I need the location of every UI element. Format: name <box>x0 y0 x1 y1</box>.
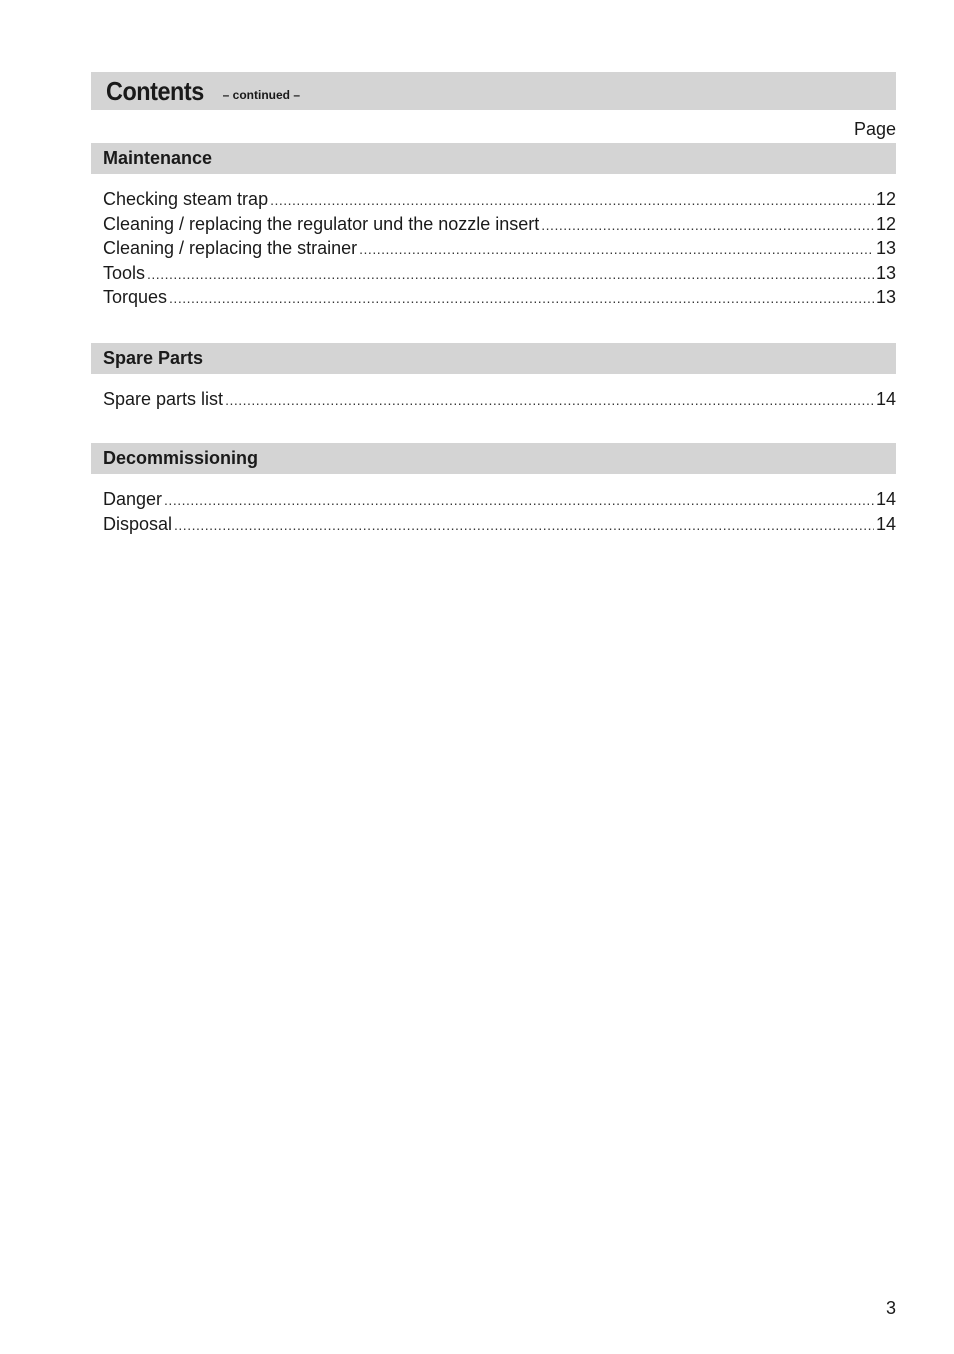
toc-leader-dots <box>147 266 874 282</box>
toc-entry-label: Cleaning / replacing the regulator und the nozzle insert <box>103 213 540 234</box>
toc-leader-dots <box>359 241 874 257</box>
page-column-label: Page <box>853 119 896 139</box>
toc-leader-dots <box>174 517 874 533</box>
toc-entry[interactable] <box>103 238 896 263</box>
toc-entry[interactable] <box>103 189 896 214</box>
toc-entry-page: 14 <box>875 389 896 409</box>
toc-entry-label: Cleaning / replacing the strainer <box>103 238 358 258</box>
section-header-maintenance: Maintenance <box>91 143 896 174</box>
toc-entry-label: Checking steam trap <box>103 189 269 209</box>
page-title: Contents <box>106 75 204 106</box>
toc-entry[interactable] <box>103 287 896 312</box>
page-subtitle: – continued – <box>222 88 301 102</box>
toc-entry[interactable] <box>103 389 896 414</box>
toc-leader-dots <box>225 392 874 408</box>
toc-list-maintenance <box>103 189 896 312</box>
toc-entry-label: Disposal <box>103 513 173 534</box>
toc-leader-dots <box>270 192 874 208</box>
contents-title-bar <box>91 72 896 110</box>
toc-leader-dots <box>164 492 874 508</box>
toc-list-decommissioning <box>103 489 896 538</box>
toc-entry[interactable] <box>103 214 896 239</box>
toc-leader-dots <box>169 290 874 306</box>
toc-entry-page: 14 <box>875 513 896 534</box>
section-header-decommissioning: Decommissioning <box>91 443 896 474</box>
toc-entry-label: Torques <box>103 287 168 307</box>
toc-entry-page: 13 <box>875 262 896 283</box>
toc-entry-label: Danger <box>103 489 163 509</box>
toc-entry-label: Spare parts list <box>103 389 224 409</box>
toc-leader-dots <box>541 217 874 233</box>
toc-entry-label: Tools <box>103 262 146 283</box>
toc-list-spare-parts <box>103 389 896 414</box>
toc-entry[interactable] <box>103 489 896 514</box>
toc-entry-page: 12 <box>875 213 896 234</box>
toc-entry-page: 14 <box>875 489 896 509</box>
page-number: 3 <box>885 1298 896 1318</box>
toc-entry-page: 13 <box>875 238 896 258</box>
toc-entry-page: 13 <box>875 287 896 307</box>
section-header-spare-parts: Spare Parts <box>91 343 896 374</box>
toc-entry[interactable] <box>103 514 896 539</box>
toc-entry-page: 12 <box>875 189 896 209</box>
toc-entry[interactable] <box>103 263 896 288</box>
